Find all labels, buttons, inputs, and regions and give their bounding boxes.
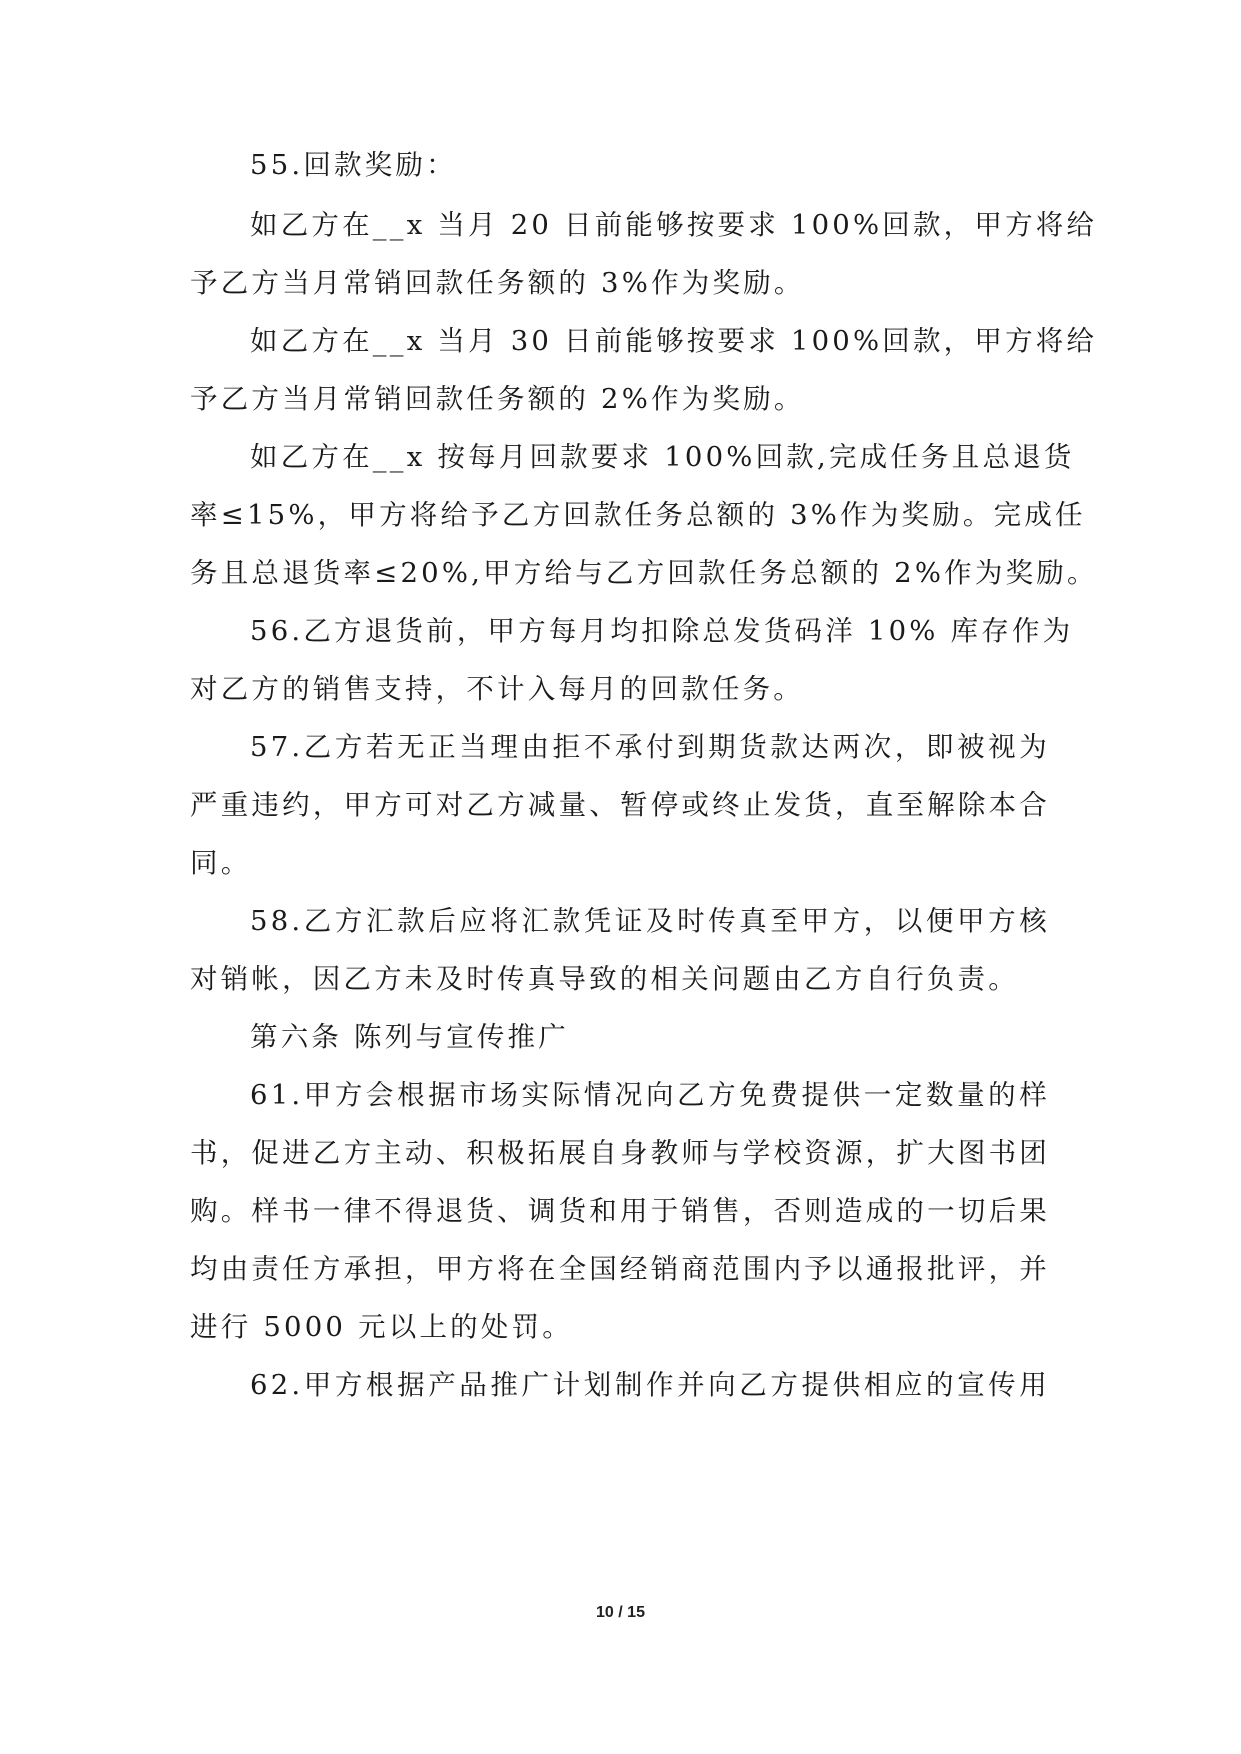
- paragraph-line: 予乙方当月常销回款任务额的 3%作为奖励。: [190, 267, 805, 299]
- paragraph-line: 书，促进乙方主动、积极拓展自身教师与学校资源，扩大图书团: [190, 1137, 1050, 1169]
- paragraph-line: 予乙方当月常销回款任务额的 2%作为奖励。: [190, 383, 805, 415]
- paragraph-line: 进行 5000 元以上的处罚。: [190, 1311, 573, 1343]
- paragraph-line: 同。: [190, 847, 252, 879]
- paragraph-line: 购。样书一律不得退货、调货和用于销售，否则造成的一切后果: [190, 1195, 1050, 1227]
- article-6-heading: 第六条 陈列与宣传推广: [250, 1021, 569, 1053]
- paragraph-line: 对销帐，因乙方未及时传真导致的相关问题由乙方自行负责。: [190, 963, 1019, 995]
- clause-57-line: 57.乙方若无正当理由拒不承付到期货款达两次，即被视为: [250, 731, 1050, 763]
- clause-55-heading: 55.回款奖励：: [250, 149, 457, 181]
- paragraph-line: 务且总退货率≤20%,甲方给与乙方回款任务总额的 2%作为奖励。: [190, 557, 1098, 589]
- paragraph-line: 严重违约，甲方可对乙方减量、暂停或终止发货，直至解除本合: [190, 789, 1050, 821]
- paragraph-line: 如乙方在__x 按每月回款要求 100%回款,完成任务且总退货: [250, 441, 1075, 473]
- paragraph-line: 对乙方的销售支持，不计入每月的回款任务。: [190, 673, 804, 705]
- paragraph-line: 如乙方在__x 当月 20 日前能够按要求 100%回款，甲方将给: [250, 209, 1098, 241]
- paragraph-line: 率≤15%，甲方将给予乙方回款任务总额的 3%作为奖励。完成任: [190, 499, 1086, 531]
- clause-56-line: 56.乙方退货前，甲方每月均扣除总发货码洋 10% 库存作为: [250, 615, 1074, 647]
- clause-62-line: 62.甲方根据产品推广计划制作并向乙方提供相应的宣传用: [250, 1369, 1050, 1401]
- paragraph-line: 如乙方在__x 当月 30 日前能够按要求 100%回款，甲方将给: [250, 325, 1098, 357]
- paragraph-line: 均由责任方承担，甲方将在全国经销商范围内予以通报批评，并: [190, 1253, 1050, 1285]
- page-number: 10 / 15: [596, 1604, 645, 1621]
- clause-58-line: 58.乙方汇款后应将汇款凭证及时传真至甲方，以便甲方核: [250, 905, 1050, 937]
- clause-61-line: 61.甲方会根据市场实际情况向乙方免费提供一定数量的样: [250, 1079, 1050, 1111]
